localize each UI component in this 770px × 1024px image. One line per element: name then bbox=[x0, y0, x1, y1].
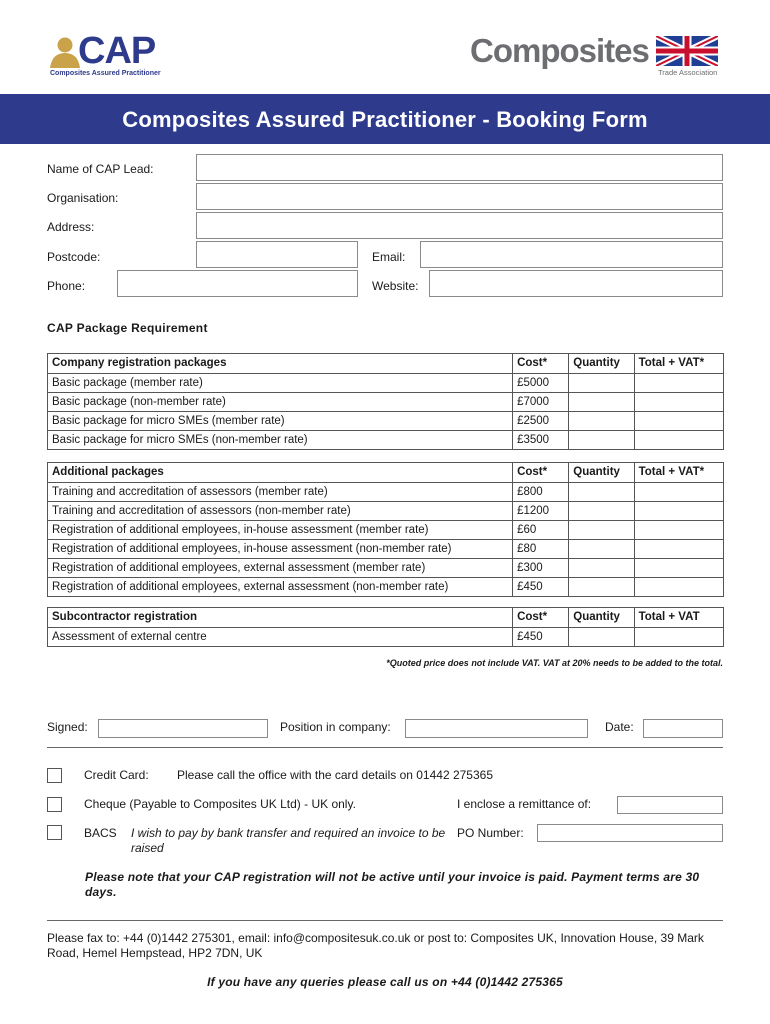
quantity-cell[interactable] bbox=[569, 502, 634, 521]
package-name: Basic package for micro SMEs (non-member rate) bbox=[48, 431, 513, 450]
package-name: Registration of additional employees, in-house assessment (non-member rate) bbox=[48, 540, 513, 559]
name-input[interactable] bbox=[196, 154, 723, 181]
title-bar bbox=[0, 94, 770, 144]
total-cell[interactable] bbox=[634, 412, 723, 431]
email-input[interactable] bbox=[420, 241, 723, 268]
signed-input[interactable] bbox=[98, 719, 268, 738]
payment-notice: Please note that your CAP registration will not be active until your invoice is paid. Payment terms are 30 days. bbox=[85, 870, 700, 899]
package-cost: £60 bbox=[513, 521, 569, 540]
column-header: Quantity bbox=[569, 463, 634, 483]
package-name: Training and accreditation of assessors (member rate) bbox=[48, 483, 513, 502]
company-packages-table bbox=[47, 353, 724, 450]
total-cell[interactable] bbox=[634, 431, 723, 450]
credit-card-checkbox[interactable] bbox=[47, 768, 62, 783]
total-cell[interactable] bbox=[634, 559, 723, 578]
date-input[interactable] bbox=[643, 719, 723, 738]
table-row bbox=[48, 393, 724, 412]
column-header: Subcontractor registration bbox=[48, 608, 513, 628]
total-cell[interactable] bbox=[634, 483, 723, 502]
signed-label: Signed: bbox=[47, 720, 88, 734]
column-header: Additional packages bbox=[48, 463, 513, 483]
table-row bbox=[48, 559, 724, 578]
package-cost: £1200 bbox=[513, 502, 569, 521]
package-name: Assessment of external centre bbox=[48, 628, 513, 647]
package-cost: £7000 bbox=[513, 393, 569, 412]
column-header: Quantity bbox=[569, 354, 634, 374]
column-header: Total + VAT* bbox=[634, 463, 723, 483]
composites-logo-text: Composites bbox=[470, 32, 649, 69]
remittance-input[interactable] bbox=[617, 796, 723, 814]
package-cost: £800 bbox=[513, 483, 569, 502]
cap-person-icon bbox=[48, 36, 82, 68]
package-cost: £300 bbox=[513, 559, 569, 578]
package-name: Basic package for micro SMEs (member rate) bbox=[48, 412, 513, 431]
remittance-label: I enclose a remittance of: bbox=[457, 797, 592, 811]
credit-card-label: Credit Card: bbox=[84, 768, 149, 782]
column-header: Total + VAT bbox=[634, 608, 723, 628]
page-title: Composites Assured Practitioner - Booking Form bbox=[122, 107, 648, 132]
website-input[interactable] bbox=[429, 270, 723, 297]
quantity-cell[interactable] bbox=[569, 521, 634, 540]
credit-card-text: Please call the office with the card details on 01442 275365 bbox=[177, 768, 493, 782]
divider bbox=[47, 920, 723, 921]
bacs-label: BACS bbox=[84, 826, 117, 840]
quantity-cell[interactable] bbox=[569, 628, 634, 647]
contact-details: Please fax to: +44 (0)1442 275301, email: info@compositesuk.co.uk or post to: Composites UK, Innovation House, 39 Mark Road, Hemel Hempstead, HP2 7DN, UK bbox=[47, 931, 704, 960]
package-name: Registration of additional employees, external assessment (non-member rate) bbox=[48, 578, 513, 597]
uk-logo-text bbox=[659, 30, 705, 67]
name-label: Name of CAP Lead: bbox=[47, 162, 154, 176]
date-label: Date: bbox=[605, 720, 634, 734]
package-name: Registration of additional employees, external assessment (member rate) bbox=[48, 559, 513, 578]
footer-text: If you have any queries please call us on +44 (0)1442 275365 bbox=[207, 975, 563, 989]
package-name: Registration of additional employees, in-house assessment (member rate) bbox=[48, 521, 513, 540]
package-name: Basic package (member rate) bbox=[48, 374, 513, 393]
cap-logo-text: CAP bbox=[78, 30, 156, 72]
po-number-input[interactable] bbox=[537, 824, 723, 842]
column-header: Total + VAT* bbox=[634, 354, 723, 374]
po-number-label: PO Number: bbox=[457, 826, 524, 840]
table-row bbox=[48, 502, 724, 521]
column-header: Cost* bbox=[513, 608, 569, 628]
quantity-cell[interactable] bbox=[569, 578, 634, 597]
cap-logo-tagline: Composites Assured Practitioner bbox=[50, 70, 161, 77]
quantity-cell[interactable] bbox=[569, 540, 634, 559]
composites-uk-logo bbox=[470, 34, 722, 82]
table-row bbox=[48, 578, 724, 597]
column-header: Company registration packages bbox=[48, 354, 513, 374]
organisation-label: Organisation: bbox=[47, 191, 119, 205]
quantity-cell[interactable] bbox=[569, 393, 634, 412]
postcode-input[interactable] bbox=[196, 241, 358, 268]
quantity-cell[interactable] bbox=[569, 412, 634, 431]
table-header-row bbox=[48, 463, 724, 483]
table-row bbox=[48, 628, 724, 647]
postcode-label: Postcode: bbox=[47, 250, 101, 264]
table-row bbox=[48, 431, 724, 450]
package-name: Training and accreditation of assessors (non-member rate) bbox=[48, 502, 513, 521]
phone-label: Phone: bbox=[47, 279, 86, 293]
total-cell[interactable] bbox=[634, 540, 723, 559]
quantity-cell[interactable] bbox=[569, 431, 634, 450]
table-header-row bbox=[48, 354, 724, 374]
divider bbox=[47, 747, 723, 748]
column-header: Cost* bbox=[513, 354, 569, 374]
table-row bbox=[48, 540, 724, 559]
total-cell[interactable] bbox=[634, 521, 723, 540]
package-name: Basic package (non-member rate) bbox=[48, 393, 513, 412]
email-label: Email: bbox=[372, 250, 406, 264]
subcontractor-table bbox=[47, 607, 724, 647]
website-label: Website: bbox=[372, 279, 419, 293]
cheque-label: Cheque (Payable to Composites UK Ltd) - UK only. bbox=[84, 797, 356, 811]
column-header: Cost* bbox=[513, 463, 569, 483]
table-row bbox=[48, 412, 724, 431]
additional-packages-table bbox=[47, 462, 724, 597]
table-row bbox=[48, 521, 724, 540]
quantity-cell[interactable] bbox=[569, 483, 634, 502]
table-header-row bbox=[48, 608, 724, 628]
total-cell[interactable] bbox=[634, 502, 723, 521]
address-input[interactable] bbox=[196, 212, 723, 239]
package-cost: £80 bbox=[513, 540, 569, 559]
quantity-cell[interactable] bbox=[569, 374, 634, 393]
vat-note: *Quoted price does not include VAT. VAT at 20% needs to be added to the total. bbox=[386, 658, 723, 668]
section-title: CAP Package Requirement bbox=[47, 321, 208, 335]
table-row bbox=[48, 374, 724, 393]
total-cell[interactable] bbox=[634, 628, 723, 647]
bacs-checkbox[interactable] bbox=[47, 825, 62, 840]
package-cost: £5000 bbox=[513, 374, 569, 393]
package-cost: £3500 bbox=[513, 431, 569, 450]
cap-logo bbox=[48, 30, 188, 84]
total-cell[interactable] bbox=[634, 578, 723, 597]
table-row bbox=[48, 483, 724, 502]
bacs-text: I wish to pay by bank transfer and required an invoice to be raised bbox=[131, 826, 446, 855]
total-cell[interactable] bbox=[634, 393, 723, 412]
address-label: Address: bbox=[47, 220, 95, 234]
package-cost: £450 bbox=[513, 578, 569, 597]
trade-association-tagline: Trade Association bbox=[658, 68, 718, 77]
organisation-input[interactable] bbox=[196, 183, 723, 210]
phone-input[interactable] bbox=[117, 270, 358, 297]
column-header: Quantity bbox=[569, 608, 634, 628]
cheque-checkbox[interactable] bbox=[47, 797, 62, 812]
position-label: Position in company: bbox=[280, 720, 391, 734]
quantity-cell[interactable] bbox=[569, 559, 634, 578]
package-cost: £2500 bbox=[513, 412, 569, 431]
total-cell[interactable] bbox=[634, 374, 723, 393]
position-input[interactable] bbox=[405, 719, 588, 738]
package-cost: £450 bbox=[513, 628, 569, 647]
